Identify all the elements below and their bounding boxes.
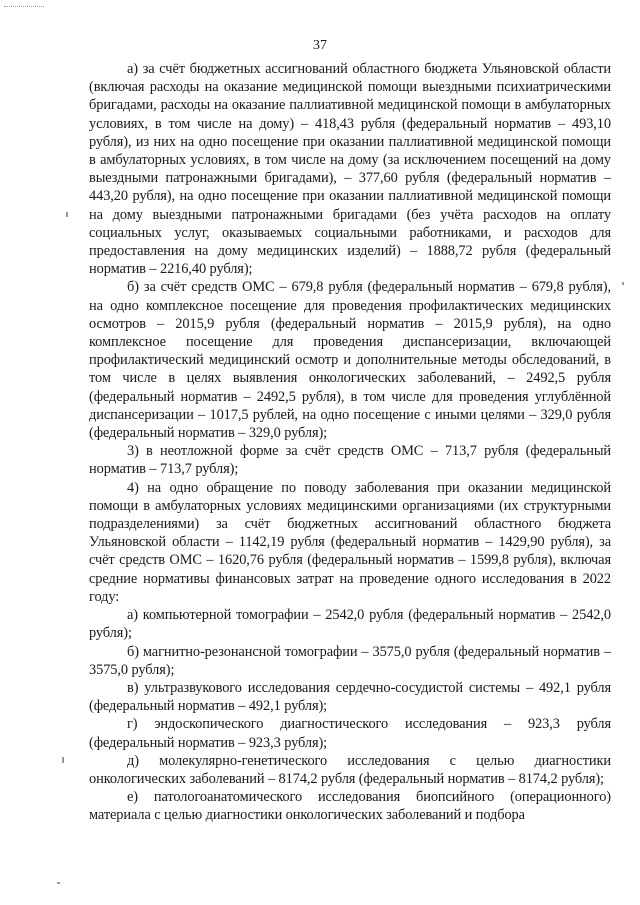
scan-speck [57, 882, 60, 884]
paragraph-a-ct: а) компьютерной томографии – 2542,0 рубля (федеральный норматив – 2542,0 рубля); [89, 607, 611, 642]
scan-speck [66, 212, 68, 217]
document-body [89, 60, 611, 825]
paragraph-e-molecular: д) молекулярно-генетического исследования с целью диагностики онкологических заболеваний – 8174,2 рубля (федеральный норматив – 8174,2 рубля); [89, 752, 611, 787]
paragraph-b-mri: б) магнитно-резонансной томографии – 3575,0 рубля (федеральный норматив – 3575,0 рубля); [89, 643, 611, 678]
paragraph-f-pathology: е) патологоанатомического исследования биопсийного (операционного) материала с целью диагностики онкологических заболеваний и подбора [89, 789, 611, 824]
scan-corner-artifact [4, 6, 44, 8]
paragraph-a-budget: а) за счёт бюджетных ассигнований областного бюджета Ульяновской области (включая расходы на оказание медицинской помощи выездными психиатрическими бригадами, расходы на оказание паллиативной медицинской помощи в амбулаторных условиях, в том числе на дому) – 418,43 рубля (федеральный норматив – 493,10 рубля), из них на одно посещение при оказании паллиативной медицинской помощи в амбулаторных условиях, в том числе на дому (за исключением посещений на дому выездными патронажными бригадами), – 377,60 рубля (федеральный норматив – 443,20 рубля), на одно посещение при оказании паллиативной медицинской помощи на дому выездными патронажными бригадами (без учёта расходов на оплату социальных услуг, оказываемых социальными работниками, и расходов для предоставления на дому медицинских изделий) – 1888,72 рубля (федеральный норматив – 2216,40 рубля); [89, 61, 611, 278]
scan-speck [622, 282, 624, 285]
paragraph-4-disease-visit: 4) на одно обращение по поводу заболевания при оказании медицинской помощи в амбулаторных условиях медицинскими организациями (их структурными подразделениями) за счёт бюджетных ассигнований областного бюджета Ульяновской области – 1142,19 рубля (федеральный норматив – 1429,90 рубля), за счёт средств ОМС – 1620,76 рубля (федеральный норматив – 1599,8 рубля), включая средние нормативы финансовых затрат на проведение одного исследования в 2022 году: [89, 479, 611, 605]
paragraph-3-emergency: 3) в неотложной форме за счёт средств ОМС – 713,7 рубля (федеральный норматив – 713,7 рубля); [89, 443, 611, 478]
paragraph-b-oms: б) за счёт средств ОМС – 679,8 рубля (федеральный норматив – 679,8 рубля), на одно комплексное посещение для проведения профилактических медицинских осмотров – 2015,9 рубля (федеральный норматив – 2015,9 рубля), на одно комплексное посещение для проведения диспансеризации, включающей профилактический медицинский осмотр и дополнительные методы обследований, в том числе в целях выявления онкологических заболеваний, – 2492,5 рубля (федеральный норматив – 2492,5 рубля), в том числе для проведения углублённой диспансеризации – 1017,5 рублей, на одно посещение с иными целями – 329,0 рубля (федеральный норматив – 329,0 рубля); [89, 279, 611, 442]
paragraph-c-ultrasound: в) ультразвукового исследования сердечно-сосудистой системы – 492,1 рубля (федеральный норматив – 492,1 рубля); [89, 679, 611, 715]
page-number: 37 [313, 38, 327, 53]
scan-speck [62, 757, 64, 763]
paragraph-d-endoscopy: г) эндоскопического диагностического исследования – 923,3 рубля (федеральный норматив – 923,3 рубля); [89, 716, 611, 751]
